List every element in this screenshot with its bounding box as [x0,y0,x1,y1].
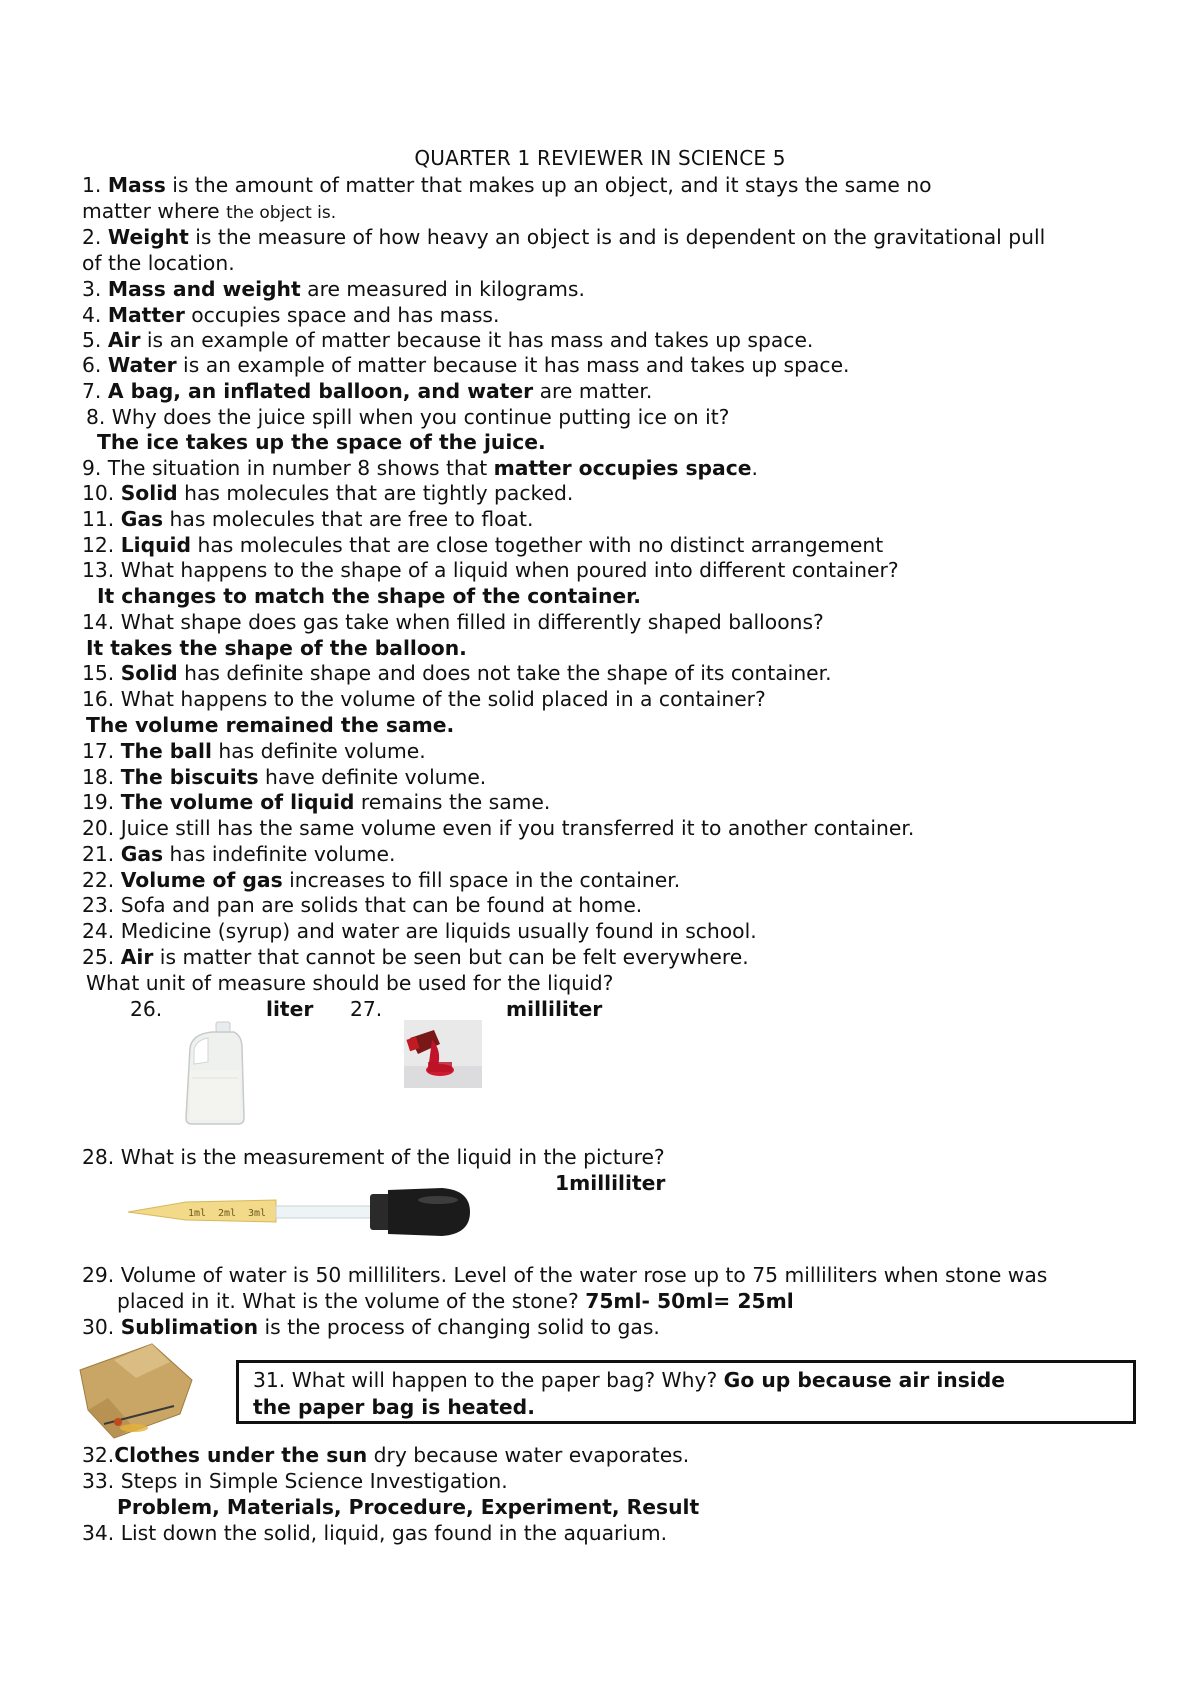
item-32: 32.Clothes under the sun dry because water evaporates. [82,1443,690,1467]
item-27-number: 27. [350,997,383,1021]
item-19: 19. The volume of liquid remains the same. [82,790,551,814]
paper-bag-image [74,1340,204,1440]
document-title: QUARTER 1 REVIEWER IN SCIENCE 5 [414,146,786,170]
item-16-answer: The volume remained the same. [86,713,455,737]
item-12: 12. Liquid has molecules that are close together with no distinct arrangement [82,533,884,557]
gallon-jug-image [182,1018,248,1126]
dropper-mark-2: 2ml [218,1208,237,1219]
item-34: 34. List down the solid, liquid, gas found in the aquarium. [82,1521,668,1545]
item-7: 7. A bag, an inflated balloon, and water are matter. [82,379,653,403]
syrup-medicine-image [404,1020,482,1088]
item-9: 9. The situation in number 8 shows that matter occupies space. [82,456,758,480]
item-26-number: 26. [130,997,163,1021]
item-2-line-2: of the location. [82,251,235,275]
item-26-answer: liter [266,997,314,1021]
item-2-line-1: 2. Weight is the measure of how heavy an object is and is dependent on the gravitational pull [82,225,1046,249]
dropper-mark-3: 3ml [248,1208,267,1219]
dropper-mark-1: 1ml [188,1208,207,1219]
items-26-27-question: What unit of measure should be used for the liquid? [86,971,614,995]
item-29-line-2: placed in it. What is the volume of the stone? 75ml- 50ml= 25ml [117,1289,794,1313]
item-6: 6. Water is an example of matter because it has mass and takes up space. [82,353,850,377]
item-22: 22. Volume of gas increases to fill space in the container. [82,868,681,892]
item-1-line-1: 1. Mass is the amount of matter that makes up an object, and it stays the same no [82,173,932,197]
item-1-line-2: matter where the object is. [82,199,337,223]
item-33-answer: Problem, Materials, Procedure, Experiment, Result [117,1495,700,1519]
item-23: 23. Sofa and pan are solids that can be found at home. [82,893,643,917]
item-14-question: 14. What shape does gas take when filled in differently shaped balloons? [82,610,824,634]
item-30: 30. Sublimation is the process of changing solid to gas. [82,1315,660,1339]
item-15: 15. Solid has definite shape and does not take the shape of its container. [82,661,832,685]
item-17: 17. The ball has definite volume. [82,739,426,763]
item-3: 3. Mass and weight are measured in kilograms. [82,277,585,301]
item-31-box [236,1360,1136,1424]
item-21: 21. Gas has indefinite volume. [82,842,396,866]
item-11: 11. Gas has molecules that are free to float. [82,507,534,531]
item-29-line-1: 29. Volume of water is 50 milliliters. Level of the water rose up to 75 milliliters when stone was [82,1263,1048,1287]
item-28-question: 28. What is the measurement of the liquid in the picture? [82,1145,665,1169]
item-14-answer: It takes the shape of the balloon. [86,636,467,660]
item-8-question: 8. Why does the juice spill when you continue putting ice on it? [86,405,730,429]
item-5: 5. Air is an example of matter because it has mass and takes up space. [82,328,814,352]
item-25: 25. Air is matter that cannot be seen but can be felt everywhere. [82,945,749,969]
item-31-line-2: the paper bag is heated. [253,1395,535,1419]
item-13-question: 13. What happens to the shape of a liquid when poured into different container? [82,558,899,582]
item-4: 4. Matter occupies space and has mass. [82,303,500,327]
item-8-answer: The ice takes up the space of the juice. [97,430,546,454]
item-10: 10. Solid has molecules that are tightly packed. [82,481,574,505]
item-33: 33. Steps in Simple Science Investigation. [82,1469,508,1493]
item-18: 18. The biscuits have definite volume. [82,765,487,789]
item-31-line-1: 31. What will happen to the paper bag? Why? Go up because air inside [253,1368,1006,1392]
item-28-answer: 1milliliter [555,1171,666,1195]
item-27-answer: milliliter [506,997,603,1021]
item-16-question: 16. What happens to the volume of the solid placed in a container? [82,687,766,711]
item-20: 20. Juice still has the same volume even if you transferred it to another container. [82,816,915,840]
dropper-image [126,1186,470,1242]
item-13-answer: It changes to match the shape of the container. [97,584,641,608]
item-24: 24. Medicine (syrup) and water are liquids usually found in school. [82,919,757,943]
